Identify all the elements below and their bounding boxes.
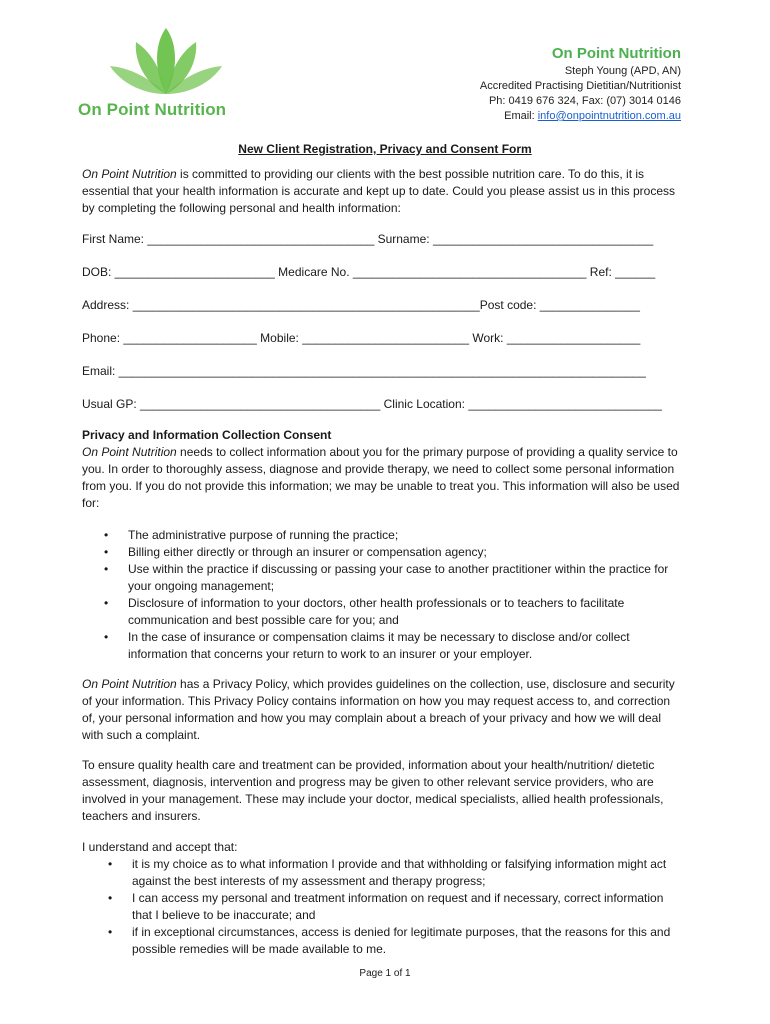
healthcare-text: To ensure quality health care and treatment can be provided, information about your health/nutrition/ dietetic assessment, diagnosis, intervention and progress may be given to other relevant service providers, who are involved in your management. These may include your doctor, medical specialists, allied health professionals, teachers and insurers.: [82, 758, 664, 823]
field-dob-row[interactable]: DOB: ________________________ Medicare No. ___________________________________ Ref: ______: [82, 265, 656, 279]
policy-text: has a Privacy Policy, which provides guidelines on the collection, use, disclosure and security of your information. This Privacy Policy contains information on how you may request access to, and correction of, your personal information and how you may complain about a breach of your privacy and how we will deal with such a complaint.: [82, 677, 675, 742]
email-label: Email:: [504, 110, 535, 122]
phone-fax: Ph: 0419 676 324, Fax: (07) 3014 0146: [488, 95, 681, 107]
form-title: New Client Registration, Privacy and Consent Form: [238, 142, 532, 156]
lotus-leaf-icon: [96, 22, 236, 102]
field-email-row[interactable]: Email: _______________________________________________________________________________: [82, 364, 646, 378]
privacy-heading: Privacy and Information Collection Consent: [82, 428, 332, 442]
practitioner-name: Steph Young (APD, AN): [564, 65, 681, 77]
usage-list-block: [82, 527, 682, 663]
field-phone-row[interactable]: Phone: ____________________ Mobile: _________________________ Work: ____________________: [82, 331, 641, 345]
privacy-brand: On Point Nutrition: [82, 445, 177, 459]
privacy-section: [82, 427, 682, 512]
list-item: • if in exceptional circumstances, access is denied for legitimate purposes, that the reasons for this and possible remedies will be made available to me.: [108, 925, 671, 956]
list-item: • Use within the practice if discussing or passing your case to another practitioner within the practice for your ongoing management;: [104, 562, 669, 593]
practitioner-title: Accredited Practising Dietitian/Nutritionist: [479, 80, 681, 92]
usage-list: [82, 527, 682, 663]
intro-text: is committed to providing our clients with the best possible nutrition care. To do this, it is essential that your health information is accurate and kept up to date. Could you please assist us in this process by completing the following personal and health information:: [82, 167, 676, 215]
accept-intro: I understand and accept that:: [82, 840, 238, 854]
logo-text: On Point Nutrition: [78, 100, 227, 119]
list-item: • The administrative purpose of running the practice;: [104, 528, 399, 542]
field-gp-row[interactable]: Usual GP: ____________________________________ Clinic Location: _____________________________: [82, 397, 662, 411]
contact-block: [480, 44, 681, 124]
intro-paragraph: [82, 166, 682, 217]
list-item: • I can access my personal and treatment information on request and if necessary, correct information that I believe to be inaccurate; and: [108, 891, 664, 922]
list-item: • it is my choice as to what information I provide and that withholding or falsifying information might act against the best interests of my assessment and therapy progress;: [108, 857, 667, 888]
policy-brand: On Point Nutrition: [82, 677, 177, 691]
accept-list: [82, 856, 682, 958]
intro-brand: On Point Nutrition: [82, 167, 177, 181]
field-address-row[interactable]: Address: ____________________________________________________Post code: _______________: [82, 298, 640, 312]
accept-section: [82, 839, 682, 958]
email-line: [480, 109, 681, 124]
page-number: Page 1 of 1: [359, 968, 411, 979]
healthcare-paragraph: [82, 757, 682, 825]
privacy-text: needs to collect information about you for the primary purpose of providing a quality service to you. In order to thoroughly assess, diagnose and provide therapy, we need to collect some personal information from you. If you do not provide this information; we may be unable to treat you. This information will also be used for:: [82, 445, 680, 510]
list-item: • Billing either directly or through an insurer or compensation agency;: [104, 545, 487, 559]
policy-paragraph: [82, 676, 682, 744]
logo: [78, 22, 258, 122]
brand-name: On Point Nutrition: [551, 45, 681, 62]
field-name-row[interactable]: First Name: __________________________________ Surname: _________________________________: [82, 232, 654, 246]
list-item: • Disclosure of information to your doctors, other health professionals or to teachers to facilitate communication and best possible care for you; and: [104, 596, 625, 627]
email-link[interactable]: info@onpointnutrition.com.au: [537, 110, 681, 122]
list-item: • In the case of insurance or compensation claims it may be necessary to disclose and/or collect information that concerns your return to work to an insurer or your employer.: [104, 630, 630, 661]
